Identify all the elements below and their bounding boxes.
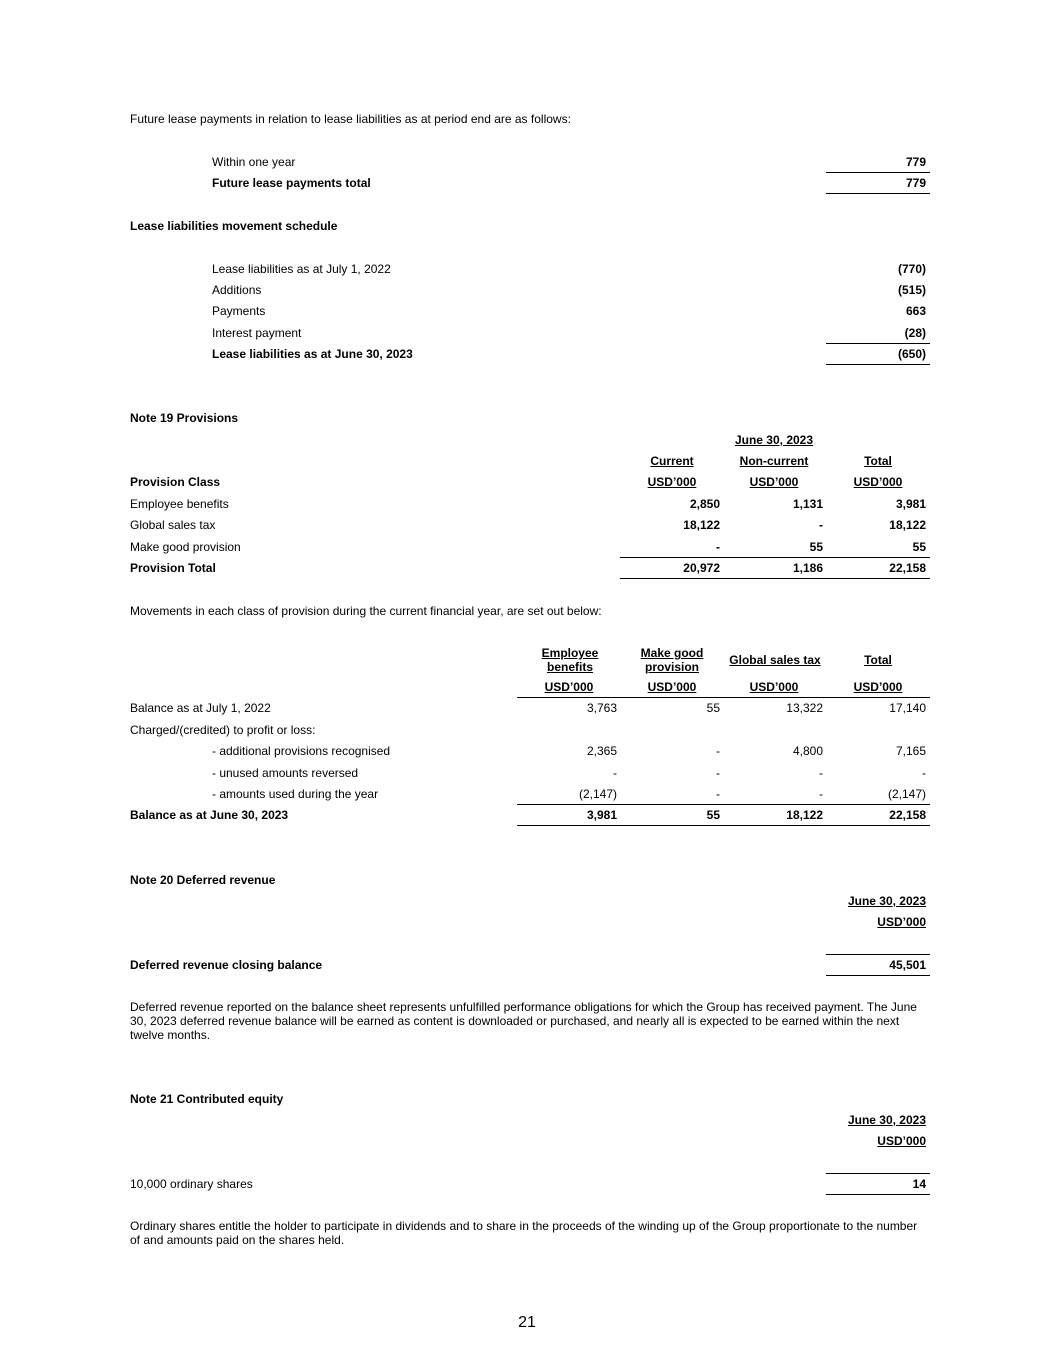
divider xyxy=(517,825,930,826)
movement-row-label: Interest payment xyxy=(212,326,302,340)
movements-total-value: 18,122 xyxy=(786,808,823,822)
movements-col-salestax: Global sales tax xyxy=(729,653,821,667)
lease-movement-heading: Lease liabilities movement schedule xyxy=(130,219,338,233)
movements-total-value: 22,158 xyxy=(889,808,926,822)
divider xyxy=(826,172,930,173)
note19-class-header: Provision Class xyxy=(130,475,221,489)
provision-row-label: Make good provision xyxy=(130,540,241,554)
divider xyxy=(517,697,930,698)
movement-row-value: 663 xyxy=(905,304,926,318)
note20-row-value: 45,501 xyxy=(889,958,926,972)
movements-value: - xyxy=(819,766,823,780)
provision-total-label: Provision Total xyxy=(130,561,216,575)
movement-row-label: Additions xyxy=(212,283,262,297)
note21-unit: USD’000 xyxy=(877,1134,926,1148)
movements-row-label: - amounts used during the year xyxy=(212,787,379,801)
provision-row-label: Global sales tax xyxy=(130,518,216,532)
movements-intro: Movements in each class of provision during the current financial year, are set out below: xyxy=(130,604,602,618)
movements-row-label: - unused amounts reversed xyxy=(212,766,359,780)
movements-row-label: Charged/(credited) to profit or loss: xyxy=(130,723,316,737)
note19-unit: USD’000 xyxy=(853,475,903,489)
divider xyxy=(517,804,930,805)
movements-value: 13,322 xyxy=(786,701,823,715)
movements-value: - xyxy=(613,766,617,780)
movements-value: 17,140 xyxy=(889,701,926,715)
provision-value: - xyxy=(819,518,823,532)
provision-value: 18,122 xyxy=(889,518,926,532)
note19-col-noncurrent: Non-current xyxy=(739,454,809,468)
movements-col-total: Total xyxy=(864,653,892,667)
provision-value: 3,981 xyxy=(895,497,926,511)
divider xyxy=(826,1194,930,1195)
divider xyxy=(620,578,930,579)
lease-row-label: Within one year xyxy=(212,155,296,169)
movement-row-value: (770) xyxy=(897,262,926,276)
note20-heading: Note 20 Deferred revenue xyxy=(130,873,276,887)
note21-paragraph: Ordinary shares entitle the holder to participate in dividends and to share in the proceeds of the winding up of the Group proportionate to the number of and amounts paid on the shares held. xyxy=(130,1219,918,1247)
divider xyxy=(826,1173,930,1174)
movements-col-makegood: Make good provision xyxy=(640,646,704,674)
movement-row-value: (28) xyxy=(904,326,926,340)
movements-value: 55 xyxy=(706,701,720,715)
movements-value: - xyxy=(922,766,926,780)
divider xyxy=(620,557,930,558)
movements-row-label: Balance as at July 1, 2022 xyxy=(130,701,271,715)
note21-date-header: June 30, 2023 xyxy=(847,1113,926,1127)
note19-col-current: Current xyxy=(650,454,694,468)
movements-row-label: - additional provisions recognised xyxy=(212,744,391,758)
lease-row-value: 779 xyxy=(905,155,926,169)
movement-total-value: (650) xyxy=(897,347,926,361)
movements-value: 4,800 xyxy=(792,744,823,758)
divider xyxy=(826,343,930,344)
movements-value: 2,365 xyxy=(586,744,617,758)
note19-unit: USD’000 xyxy=(647,475,697,489)
divider xyxy=(826,954,930,955)
lease-total-value: 779 xyxy=(905,176,926,190)
note21-row-label: 10,000 ordinary shares xyxy=(130,1177,253,1191)
provision-value: 55 xyxy=(809,540,823,554)
movements-unit: USD’000 xyxy=(647,680,697,694)
note20-unit: USD’000 xyxy=(877,915,926,929)
provision-value: 18,122 xyxy=(683,518,720,532)
note20-paragraph: Deferred revenue reported on the balance sheet represents unfulfilled performance obligations for which the Group has received payment. The June 30, 2023 deferred revenue balance will be earned as content is downloaded or purchased, and nearly all is expected to be earned within the next twelve months. xyxy=(130,1000,917,1042)
movement-row-value: (515) xyxy=(897,283,926,297)
movements-value: - xyxy=(819,787,823,801)
provision-total-value: 20,972 xyxy=(683,561,720,575)
provision-value: 2,850 xyxy=(689,497,720,511)
lease-total-label: Future lease payments total xyxy=(212,176,371,190)
movements-value: - xyxy=(716,787,720,801)
divider xyxy=(826,193,930,194)
movements-total-value: 55 xyxy=(706,808,720,822)
note19-unit: USD’000 xyxy=(749,475,799,489)
provision-row-label: Employee benefits xyxy=(130,497,229,511)
movements-total-label: Balance as at June 30, 2023 xyxy=(130,808,289,822)
note20-row-label: Deferred revenue closing balance xyxy=(130,958,323,972)
note20-date-header: June 30, 2023 xyxy=(847,894,926,908)
movements-value: - xyxy=(716,744,720,758)
note19-date-header: June 30, 2023 xyxy=(734,433,814,447)
note19-col-total: Total xyxy=(864,454,892,468)
lease-payments-intro: Future lease payments in relation to lease liabilities as at period end are as follows: xyxy=(130,112,571,126)
movements-value: 7,165 xyxy=(895,744,926,758)
movements-unit: USD’000 xyxy=(544,680,594,694)
page-number: 21 xyxy=(518,1314,536,1331)
movements-unit: USD’000 xyxy=(749,680,799,694)
divider xyxy=(826,975,930,976)
provision-value: - xyxy=(716,540,720,554)
movements-value: (2,147) xyxy=(887,787,926,801)
provision-total-value: 1,186 xyxy=(792,561,823,575)
movements-value: - xyxy=(716,766,720,780)
provision-total-value: 22,158 xyxy=(889,561,926,575)
divider xyxy=(826,364,930,365)
note21-heading: Note 21 Contributed equity xyxy=(130,1092,284,1106)
movement-total-label: Lease liabilities as at June 30, 2023 xyxy=(212,347,413,361)
movements-col-employee: Employee benefits xyxy=(541,646,599,674)
note21-row-value: 14 xyxy=(912,1177,926,1191)
movement-row-label: Payments xyxy=(212,304,266,318)
movements-unit: USD’000 xyxy=(853,680,903,694)
movements-value: (2,147) xyxy=(578,787,617,801)
movements-value: 3,763 xyxy=(586,701,617,715)
note19-heading: Note 19 Provisions xyxy=(130,411,239,425)
provision-value: 55 xyxy=(912,540,926,554)
provision-value: 1,131 xyxy=(792,497,823,511)
movement-row-label: Lease liabilities as at July 1, 2022 xyxy=(212,262,391,276)
movements-total-value: 3,981 xyxy=(586,808,617,822)
